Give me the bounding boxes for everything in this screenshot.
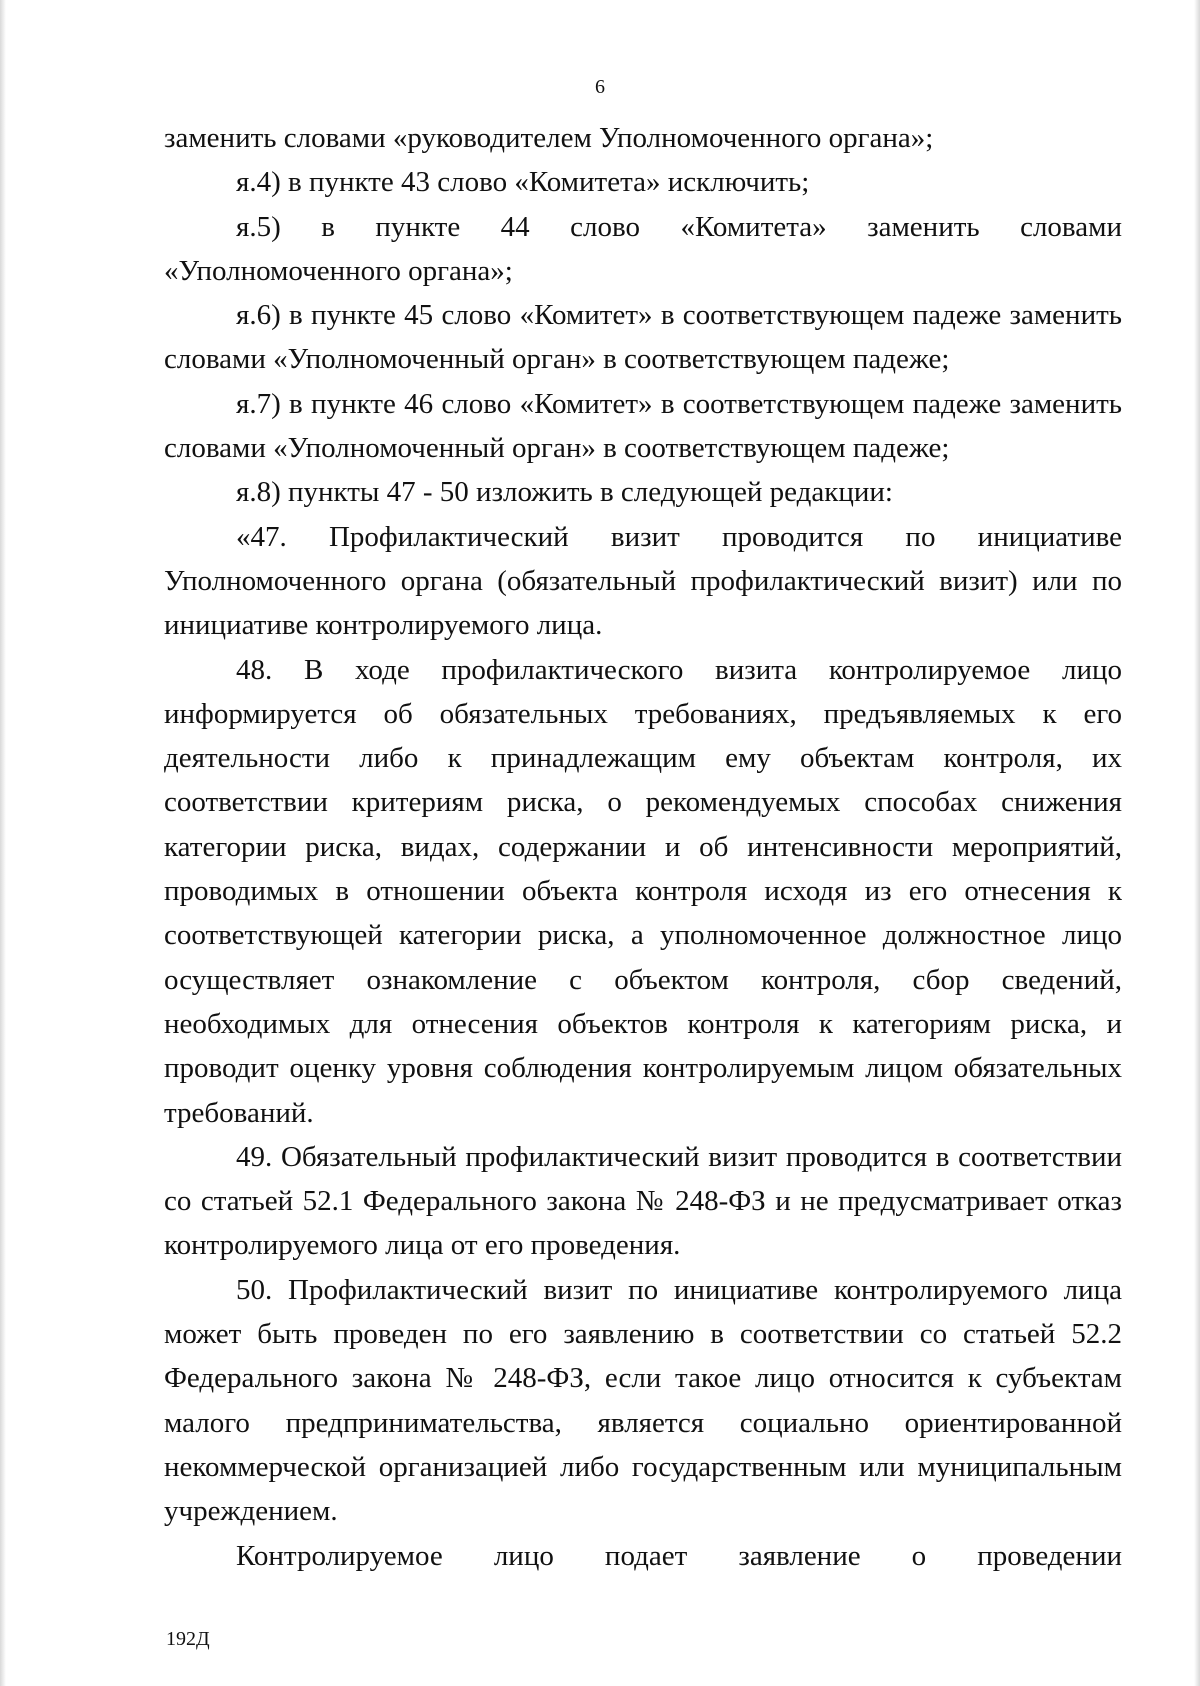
- paragraph-ya7: я.7) в пункте 46 слово «Комитет» в соответствующем падеже заменить словами «Уполномоченный орган» в соответствующем падеже;: [164, 387, 1122, 465]
- paragraph-47: «47. Профилактический визит проводится по инициативе Уполномоченного органа (обязательный профилактический визит) или по инициативе контролируемого лица.: [164, 520, 1122, 642]
- paragraph-ya4: я.4) в пункте 43 слово «Комитета» исключить;: [236, 166, 810, 199]
- paragraph-49: 49. Обязательный профилактический визит проводится в соответствии со статьей 52.1 Федерального закона № 248-ФЗ и не предусматривает отказ контролируемого лица от его проведения.: [164, 1140, 1122, 1262]
- scan-edge-right: [1194, 0, 1200, 1686]
- paragraph-continuation: заменить словами «руководителем Уполномоченного органа»;: [164, 122, 934, 154]
- paragraph-ya5: я.5) в пункте 44 слово «Комитета» заменить словами «Уполномоченного органа»;: [164, 210, 1122, 287]
- scan-edge-left: [0, 0, 6, 1686]
- paragraph-50: 50. Профилактический визит по инициативе контролируемого лица может быть проведен по его заявлению в соответствии со статьей 52.2 Федерального закона № 248-ФЗ, если такое лицо относится к субъектам малого предпринимательства, является социально ориентированной некоммерческой организацией либо государственным или муниципальным учреждением.: [164, 1273, 1122, 1528]
- footer-code: 192Д: [166, 1628, 210, 1650]
- paragraph-48: 48. В ходе профилактического визита контролируемое лицо информируется об обязательных требованиях, предъявляемых к его деятельности либо к принадлежащим ему объектам контроля, их соответствии критериям риска, о рекомендуемых способах снижения категории риска, видах, содержании и об интенсивности мероприятий, проводимых в отношении объекта контроля исходя из его отнесения к соответствующей категории риска, а уполномоченное должностное лицо осуществляет ознакомление с объектом контроля, сбор сведений, необходимых для отнесения объектов контроля к категориям риска, и проводит оценку уровня соблюдения контролируемым лицом обязательных требований.: [164, 653, 1122, 1129]
- document-body: [164, 116, 1122, 1578]
- paragraph-ya6: я.6) в пункте 45 слово «Комитет» в соответствующем падеже заменить словами «Уполномоченный орган» в соответствующем падеже;: [164, 299, 1122, 376]
- paragraph-contlico: Контролируемое лицо подает заявление о проведении: [236, 1539, 1122, 1572]
- page-number: 6: [595, 76, 605, 98]
- paragraph-ya8: я.8) пункты 47 - 50 изложить в следующей редакции:: [236, 476, 893, 509]
